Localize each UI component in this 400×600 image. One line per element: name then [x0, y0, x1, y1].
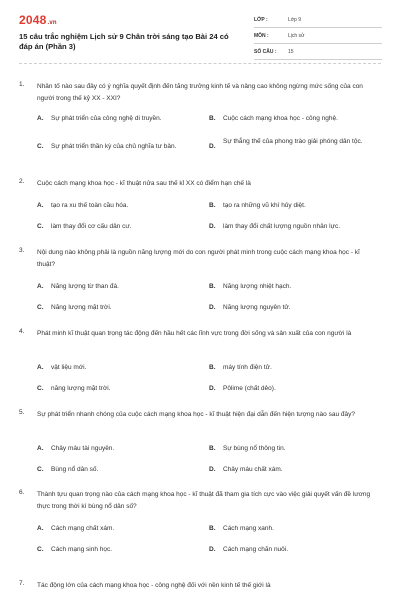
question-text: Cuộc cách mạng khoa học - kĩ thuật nửa sau thế kỉ XX có điểm hạn chế là [37, 180, 251, 187]
question-number: 4. [19, 328, 25, 335]
option-letter: A. [37, 445, 44, 452]
option-text: Năng lượng nhiệt hạch. [223, 283, 292, 290]
question-number: 6. [19, 489, 25, 496]
question-number: 5. [19, 409, 25, 416]
question-text: Sự phát triển nhanh chóng của cuộc cách mạng khoa học - kĩ thuật hiện đại dẫn đến hiện tượng nào sau đây? [37, 411, 355, 418]
option-text: làm thay đổi cơ cấu dân cư. [51, 223, 132, 230]
header [0, 0, 400, 60]
page-title: 15 câu trắc nghiệm Lịch sử 9 Chân trời sáng tạo Bài 24 có đáp án (Phần 3) [19, 32, 229, 51]
option-letter: B. [209, 115, 216, 122]
option-letter: D. [209, 385, 216, 392]
option-text: Bùng nổ dân số. [51, 466, 99, 473]
option-letter: A. [37, 115, 44, 122]
info-row-count [254, 46, 382, 60]
option-letter: C. [37, 304, 44, 311]
option-text: năng lượng mặt trời. [51, 385, 111, 392]
question-number: 3. [19, 247, 25, 254]
option-letter: C. [37, 546, 44, 553]
option-text: làm thay đổi chất lượng nguồn nhân lực. [223, 223, 341, 230]
option-letter: D. [209, 223, 216, 230]
info-row-subject [254, 30, 382, 44]
option-letter: B. [209, 202, 216, 209]
count-value: 15 [288, 49, 294, 55]
option-letter: A. [37, 364, 44, 371]
question-number: 2. [19, 178, 25, 185]
option-text: Năng lượng mặt trời. [51, 304, 112, 311]
option-letter: D. [209, 546, 216, 553]
option-text: Sự bùng nổ thông tin. [223, 445, 286, 452]
option-text: Năng lượng nguyên tử. [223, 304, 291, 311]
header-divider [19, 63, 381, 64]
option-letter: A. [37, 283, 44, 290]
question-number: 1. [19, 81, 25, 88]
question-text: Phát minh kĩ thuật quan trọng tác động đến hầu hết các lĩnh vực trong đời sống và sản xuất của con người là [37, 330, 352, 337]
question-text: Tác động lớn của cách mạng khoa học - công nghệ đối với nền kinh tế thế giới là [37, 582, 271, 589]
option-letter: B. [209, 445, 216, 452]
question-text: Nội dung nào không phải là nguồn năng lượng mới do con người phát minh trong cuộc cách mạng khoa học - kĩ thuật? [37, 249, 360, 268]
option-letter: A. [37, 202, 44, 209]
option-letter: A. [37, 525, 44, 532]
option-text: Sự phát triển thần kỳ của chủ nghĩa tư bản. [51, 143, 177, 150]
option-text: tạo ra những vũ khí hủy diệt. [223, 202, 306, 209]
option-letter: C. [37, 466, 44, 473]
option-letter: C. [37, 143, 44, 150]
option-letter: B. [209, 283, 216, 290]
option-letter: C. [37, 385, 44, 392]
question-text: Nhân tố nào sau đây có ý nghĩa quyết định đến tăng trưởng kinh tế và nâng cao không ngừng mức sống của con người trong thế kỷ XX - XXI? [37, 83, 363, 102]
option-text: Cách mạng xanh. [223, 525, 274, 532]
option-text: vật liệu mới. [51, 364, 87, 371]
option-letter: B. [209, 525, 216, 532]
option-letter: C. [37, 223, 44, 230]
class-value: Lớp 9 [288, 17, 302, 23]
subject-label: MÔN : [254, 33, 269, 39]
option-text: tạo ra xu thế toàn cầu hóa. [51, 202, 129, 209]
option-text: Sự phát triển của công nghệ di truyền. [51, 115, 162, 122]
option-text: Cách mạng sinh học. [51, 546, 113, 553]
logo-suffix: .vn [47, 20, 57, 26]
option-text: Cách mạng chăn nuôi. [223, 546, 289, 553]
class-label: LỚP : [254, 17, 268, 23]
option-letter: D. [209, 304, 216, 311]
option-text: Chảy máu tài nguyên. [51, 445, 115, 452]
subject-value: Lịch sử [288, 33, 305, 39]
question-text: Thành tựu quan trọng nào của cách mạng khoa học - kĩ thuật đã tham gia tích cực vào việc giải quyết vấn đề lương thực trong thời kì bùng nổ dân số? [37, 491, 371, 510]
option-text: Cuộc cách mạng khoa học - công nghệ. [223, 115, 338, 122]
option-letter: D. [209, 143, 216, 150]
option-text: máy tính điện tử. [223, 364, 272, 371]
info-row-class [254, 14, 382, 28]
option-letter: D. [209, 466, 216, 473]
option-text: Sự thắng thế của phong trào giải phóng dân tộc. [223, 138, 363, 145]
option-letter: B. [209, 364, 216, 371]
option-text: Chảy máu chất xám. [223, 466, 283, 473]
site-logo[interactable] [19, 13, 57, 27]
question-number: 7. [19, 580, 25, 587]
option-text: Pôlime (chất dẻo). [223, 385, 276, 392]
logo-main: 2048 [19, 13, 47, 27]
option-text: Cách mạng chất xám. [51, 525, 115, 532]
option-text: Năng lượng từ than đá. [51, 283, 119, 290]
count-label: SỐ CÂU : [254, 49, 277, 55]
info-panel [254, 14, 382, 62]
